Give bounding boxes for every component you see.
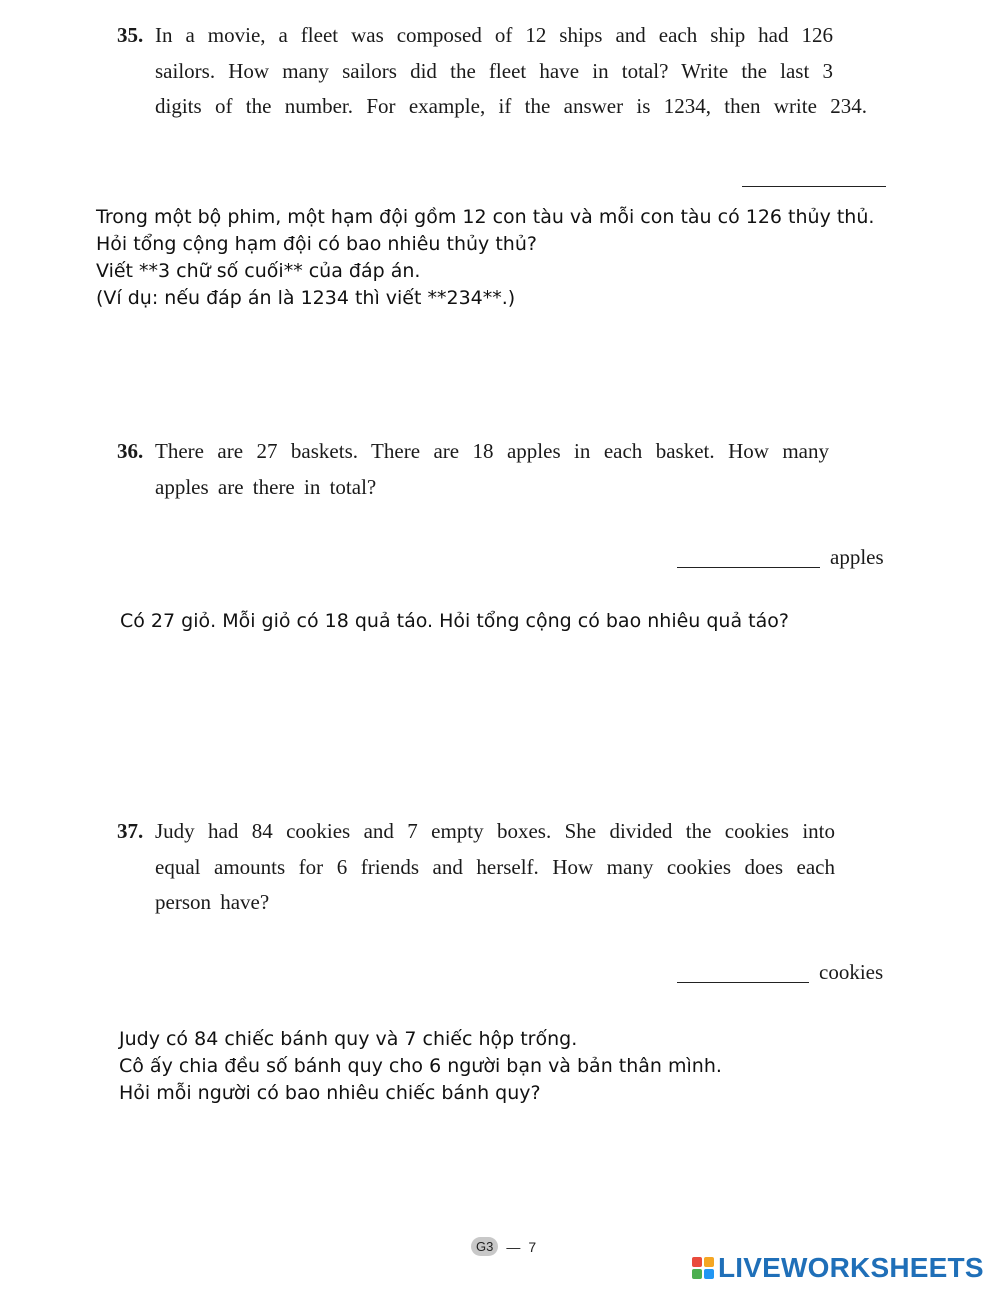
question-text-line: sailors. How many sailors did the fleet have in total? Write the last 3: [155, 58, 833, 83]
question-36: [117, 434, 829, 505]
question-text-line: digits of the number. For example, if the answer is 1234, then write 234.: [155, 94, 867, 118]
question-text-line: equal amounts for 6 friends and herself. How many cookies does each: [155, 854, 835, 879]
question-number: 37.: [117, 819, 144, 843]
translation-line: Hỏi tổng cộng hạm đội có bao nhiêu thủy thủ?: [96, 233, 537, 255]
vietnamese-translation-36: [120, 608, 789, 635]
question-number: 36.: [117, 439, 144, 463]
answer-blank-36[interactable]: [677, 547, 884, 568]
logo-square: [692, 1257, 702, 1267]
grade-badge: G3: [471, 1237, 498, 1256]
question-number: 35.: [117, 23, 144, 47]
logo-square: [692, 1269, 702, 1279]
translation-line: Có 27 giỏ. Mỗi giỏ có 18 quả táo. Hỏi tổng cộng có bao nhiêu quả táo?: [120, 610, 789, 632]
liveworksheets-logo[interactable]: [692, 1252, 984, 1284]
translation-line: Viết **3 chữ số cuối** của đáp án.: [96, 260, 421, 282]
logo-square: [704, 1269, 714, 1279]
question-35: [117, 18, 867, 125]
vietnamese-translation-37: [119, 1026, 722, 1107]
question-text-line: In a movie, a fleet was composed of 12 ships and each ship had 126: [155, 23, 833, 47]
answer-line[interactable]: [742, 168, 886, 187]
translation-line: Judy có 84 chiếc bánh quy và 7 chiếc hộp trống.: [119, 1028, 578, 1050]
question-37: [117, 814, 835, 921]
answer-blank-37[interactable]: [677, 962, 883, 983]
page-number: 7: [528, 1238, 537, 1255]
translation-line: Trong một bộ phim, một hạm đội gồm 12 con tàu và mỗi con tàu có 126 thủy thủ.: [96, 206, 875, 228]
translation-line: Hỏi mỗi người có bao nhiêu chiếc bánh quy?: [119, 1082, 541, 1104]
page-separator: —: [506, 1238, 521, 1255]
question-text-line: Judy had 84 cookies and 7 empty boxes. She divided the cookies into: [155, 819, 835, 843]
answer-line[interactable]: [677, 964, 809, 983]
page-indicator: [471, 1237, 536, 1256]
brand-name: LIVEWORKSHEETS: [718, 1252, 984, 1283]
vietnamese-translation-35: [96, 204, 874, 312]
liveworksheets-logo-icon: [692, 1257, 714, 1279]
translation-line: Cô ấy chia đều số bánh quy cho 6 người bạn và bản thân mình.: [119, 1055, 722, 1077]
answer-unit: apples: [830, 545, 884, 569]
answer-line[interactable]: [677, 549, 820, 568]
question-text-line: apples are there in total?: [155, 474, 377, 499]
logo-square: [704, 1257, 714, 1267]
answer-unit: cookies: [819, 960, 884, 984]
answer-blank-35[interactable]: [742, 168, 886, 187]
question-text-line: There are 27 baskets. There are 18 apples in each basket. How many: [155, 439, 829, 463]
question-text-line: person have?: [155, 890, 270, 914]
translation-line: (Ví dụ: nếu đáp án là 1234 thì viết **234**.): [96, 287, 516, 309]
